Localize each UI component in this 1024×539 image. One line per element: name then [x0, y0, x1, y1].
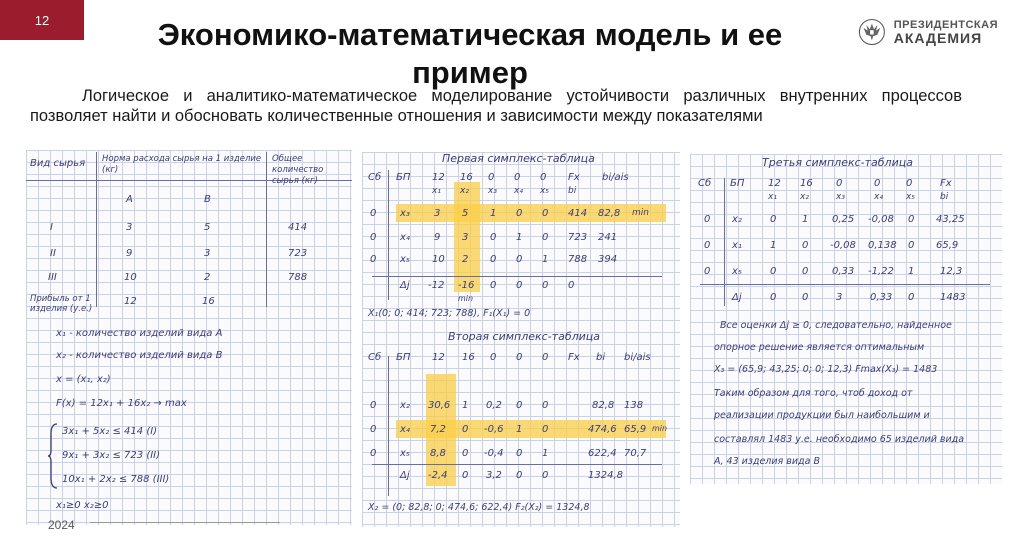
p1-r2-a: 9 — [126, 248, 133, 259]
p2-t2-r1-5: 0 — [516, 400, 523, 411]
p2-t1-r4-2: -12 — [428, 280, 445, 291]
p3-r4-4: 3 — [836, 292, 843, 303]
p1-line-1: x₁ - количество изделий вида А — [56, 328, 223, 339]
p3-text-7: А, 43 изделия вида В — [714, 456, 820, 467]
p3-r4-2: 0 — [770, 292, 777, 303]
p2-t1-r3-7: 788 — [568, 254, 588, 265]
p2-t1-r3-6: 1 — [542, 254, 549, 265]
p3-r1-4: 0,25 — [832, 214, 855, 225]
p2-h2-0: Сб — [368, 352, 382, 363]
p3-r4-6: 0 — [908, 292, 915, 303]
p2-t1-r1-0: 0 — [370, 208, 377, 219]
p3-r2-7: 65,9 — [936, 240, 959, 251]
p2-t1-r2-5: 1 — [516, 232, 523, 243]
p2-t1-r4-7: 0 — [568, 280, 575, 291]
slide-number: 12 — [34, 12, 50, 28]
p2-title2: Вторая симплекс-таблица — [448, 330, 601, 343]
p2-t1-r4-1: Δj — [400, 280, 410, 291]
p2-t2-r3-4: -0,4 — [484, 448, 504, 459]
p1-r2-type: II — [50, 248, 56, 259]
p3-r3-0: 0 — [704, 266, 711, 277]
p2-t2-r2-2: 7,2 — [430, 424, 446, 435]
p1-head-type: Вид сырья — [30, 158, 86, 169]
p3-h-3: 16 — [800, 178, 813, 189]
p3-text-4: Таким образом для того, чтоб доход от — [714, 388, 913, 399]
brace-icon — [48, 422, 58, 490]
p1-r1-b: 5 — [204, 222, 211, 233]
p3-s-4: x₃ — [836, 192, 845, 202]
p2-t1-r1-4: 1 — [490, 208, 497, 219]
p2-t2-r2-0: 0 — [370, 424, 377, 435]
p3-s-6: x₅ — [906, 192, 915, 202]
p2-h1-8: bi/ais — [602, 172, 629, 183]
p3-r1-7: 43,25 — [936, 214, 965, 225]
p1-line-4: F(x) = 12x₁ + 16x₂ → max — [56, 398, 187, 409]
p2-s1-4: x₃ — [488, 186, 497, 196]
p1-r3-a: 10 — [124, 272, 137, 283]
p1-line-8: x₁≥0 x₂≥0 — [56, 500, 109, 511]
p3-r3-7: 12,3 — [940, 266, 963, 277]
p2-t2-r1-8: 138 — [624, 400, 644, 411]
p2-t1-r4-5: 0 — [516, 280, 523, 291]
logo — [858, 10, 998, 54]
p3-text-1: Все оценки Δj ≥ 0, следовательно, найденное — [720, 320, 952, 331]
simplex-tables-1-2 — [362, 152, 680, 527]
p3-h-7: Fx — [940, 178, 952, 189]
p2-t1-r1-9: min — [632, 208, 649, 218]
p2-t1-r1-1: x₃ — [400, 208, 410, 219]
p3-s-7: bi — [940, 192, 949, 202]
p2-t2-r2-1: x₄ — [400, 424, 410, 435]
p3-h-5: 0 — [874, 178, 881, 189]
p2-h1-2: 12 — [432, 172, 445, 183]
p1-col-a: А — [126, 194, 133, 205]
p2-h1-0: Сб — [368, 172, 382, 183]
p2-t2-r1-7: 82,8 — [592, 400, 615, 411]
p2-h2-4: 0 — [490, 352, 497, 363]
p1-profit-b: 16 — [202, 296, 215, 307]
p2-t2-r3-0: 0 — [370, 448, 377, 459]
p1-line-5: 3x₁ + 5x₂ ≤ 414 (I) — [62, 426, 158, 437]
p2-t2-r2-6: 0 — [542, 424, 549, 435]
p2-t2-r4-4: 3,2 — [486, 470, 502, 481]
p3-r1-2: 0 — [770, 214, 777, 225]
p2-s1-5: x₄ — [514, 186, 523, 196]
p3-r2-4: -0,08 — [830, 240, 856, 251]
handwritten-problem-statement — [26, 150, 352, 525]
p2-t1-r1-8: 82,8 — [598, 208, 621, 219]
p1-line-7: 10x₁ + 2x₂ ≤ 788 (III) — [62, 474, 170, 485]
eagle-emblem-icon — [858, 12, 886, 52]
p2-t2-r2-9: min — [652, 424, 668, 433]
p2-h2-8: bi — [596, 352, 606, 363]
p3-r3-6: 1 — [908, 266, 915, 277]
p3-h-0: Сб — [698, 178, 712, 189]
slide-title: Экономико-математическая модель и ее пример — [157, 17, 783, 90]
p2-title1: Первая симплекс-таблица — [442, 152, 595, 165]
p2-t1-r2-7: 723 — [568, 232, 588, 243]
p1-r1-type: I — [50, 222, 53, 233]
p3-h-1: БП — [730, 178, 745, 189]
p2-t2-r1-2: 30,6 — [428, 400, 451, 411]
p3-r1-6: 0 — [908, 214, 915, 225]
p2-t2-r3-3: 0 — [462, 448, 469, 459]
p2-t1-r1-2: 3 — [434, 208, 441, 219]
p3-r2-5: 0,138 — [868, 240, 897, 251]
p2-t1-r2-6: 0 — [542, 232, 549, 243]
p3-s-2: x₁ — [768, 192, 777, 202]
p3-r1-3: 1 — [802, 214, 809, 225]
p2-t2-r4-3: 0 — [462, 470, 469, 481]
p2-s1-7: bi — [568, 186, 577, 196]
p2-t2-r1-1: x₂ — [400, 400, 410, 411]
p3-h-4: 0 — [836, 178, 843, 189]
p3-r3-3: 0 — [802, 266, 809, 277]
p2-t2-r2-4: -0,6 — [484, 424, 504, 435]
p2-t1-r2-0: 0 — [370, 232, 377, 243]
p2-t2-r3-2: 8,8 — [430, 448, 446, 459]
p3-r1-1: x₂ — [732, 214, 742, 225]
p1-head-norm: Норма расхода сырья на 1 изделие (кг) — [102, 154, 262, 175]
p3-s-3: x₂ — [800, 192, 809, 202]
p1-col-b: В — [204, 194, 211, 205]
p2-t2-r1-3: 1 — [462, 400, 469, 411]
p3-h-2: 12 — [768, 178, 781, 189]
p3-r3-5: -1,22 — [868, 266, 894, 277]
p2-h2-9: bi/ais — [624, 352, 651, 363]
p2-h1-6: 0 — [540, 172, 547, 183]
p2-t2-r3-1: x₅ — [400, 448, 410, 459]
p2-t2-r4-6: 0 — [542, 470, 549, 481]
simplex-table-3-conclusion — [690, 154, 1002, 484]
p2-h1-1: БП — [396, 172, 411, 183]
p3-r4-7: 1483 — [940, 292, 966, 303]
p3-r4-5: 0,33 — [870, 292, 893, 303]
p3-r1-0: 0 — [704, 214, 711, 225]
logo-line2: АКАДЕМИЯ — [893, 30, 983, 46]
p2-t1-r3-2: 10 — [432, 254, 445, 265]
p1-r2-b: 3 — [204, 248, 211, 259]
p2-s1-6: x₅ — [540, 186, 549, 196]
p2-t1-r2-1: x₄ — [400, 232, 410, 243]
p2-t1-r3-0: 0 — [370, 254, 377, 265]
p2-t1-r3-8: 394 — [598, 254, 618, 265]
footer-year: 2024 — [48, 518, 75, 532]
p3-r3-4: 0,33 — [832, 266, 855, 277]
p3-title: Третья симплекс-таблица — [762, 156, 913, 169]
p2-t1-r1-5: 0 — [516, 208, 523, 219]
p2-t2-r3-6: 1 — [542, 448, 549, 459]
p2-t1-r4-4: 0 — [490, 280, 497, 291]
p1-r2-total: 723 — [288, 248, 308, 259]
intro-text: Логическое и аналитико-математическое моделирование устойчивости различных внутренних процессов позволяет найти и обосновать количественные отношения и зависимости между показателями — [30, 87, 962, 125]
p2-t2-r2-8: 65,9 — [624, 424, 647, 435]
p1-r3-type: III — [48, 272, 57, 283]
p1-r1-total: 414 — [288, 222, 308, 233]
p2-basis1: X₁(0; 0; 414; 723; 788), F₁(X₁) = 0 — [368, 308, 531, 319]
slide-number-badge — [0, 0, 84, 40]
p3-r3-2: 0 — [770, 266, 777, 277]
p2-t2-r2-5: 1 — [516, 424, 523, 435]
p2-t2-r3-7: 622,4 — [588, 448, 617, 459]
p3-text-3: X₃ = (65,9; 43,25; 0; 0; 12,3) Fmax(X₃) = 1483 — [714, 364, 938, 375]
p1-r3-b: 2 — [204, 272, 211, 283]
p2-t1-r2-2: 9 — [434, 232, 441, 243]
p2-t1-r3-3: 2 — [462, 254, 469, 265]
p2-t2-r1-0: 0 — [370, 400, 377, 411]
p3-r2-6: 0 — [908, 240, 915, 251]
p3-text-5: реализации продукции был наибольшим и — [714, 410, 930, 421]
p3-r4-3: 0 — [802, 292, 809, 303]
p2-t2-r1-6: 0 — [542, 400, 549, 411]
p2-t2-r1-4: 0,2 — [486, 400, 502, 411]
p2-t2-r4-7: 1324,8 — [588, 470, 623, 481]
p2-h1-7: Fx — [568, 172, 580, 183]
p1-profit-label: Прибыль от 1 изделия (у.е.) — [30, 294, 93, 314]
p3-s-5: x₄ — [874, 192, 883, 202]
p2-t1-r1-3: 5 — [462, 208, 469, 219]
p2-t2-r4-5: 0 — [516, 470, 523, 481]
p2-t2-r4-2: -2,4 — [428, 470, 448, 481]
p2-t1-r4-3: -16 — [458, 280, 475, 291]
p1-r1-a: 3 — [126, 222, 133, 233]
p2-t1-r1-7: 414 — [568, 208, 588, 219]
p3-r2-1: x₁ — [732, 240, 742, 251]
p2-h2-6: 0 — [542, 352, 549, 363]
p3-h-6: 0 — [906, 178, 913, 189]
p2-t1-r2-4: 0 — [490, 232, 497, 243]
p1-profit-a: 12 — [124, 296, 137, 307]
p2-t2-r3-5: 0 — [516, 448, 523, 459]
p2-basis2: X₂ = (0; 82,8; 0; 474,6; 622,4) F₂(X₂) = 1324,8 — [368, 502, 590, 513]
p2-h2-2: 12 — [432, 352, 445, 363]
p2-h2-3: 16 — [462, 352, 475, 363]
p2-t2-r2-7: 474,6 — [588, 424, 617, 435]
p2-t1-min: min — [458, 294, 474, 303]
p2-s1-3: x₂ — [460, 186, 469, 196]
p2-t1-r3-5: 0 — [516, 254, 523, 265]
p1-line-2: x₂ - количество изделий вида В — [56, 350, 223, 361]
p2-t1-r2-3: 3 — [462, 232, 469, 243]
footer-divider — [90, 522, 280, 523]
p2-h2-1: БП — [396, 352, 411, 363]
p2-h1-5: 0 — [514, 172, 521, 183]
p1-head-total: Общее количество сырья (кг) — [272, 154, 324, 186]
p2-s1-2: x₁ — [432, 186, 441, 196]
p2-h1-3: 16 — [460, 172, 473, 183]
p3-r2-3: 0 — [802, 240, 809, 251]
p3-r3-1: x₅ — [732, 266, 742, 277]
intro-paragraph — [30, 86, 962, 126]
p2-t1-r1-6: 0 — [542, 208, 549, 219]
p2-t1-r4-6: 0 — [542, 280, 549, 291]
p2-t1-r3-1: x₅ — [400, 254, 410, 265]
p1-r3-total: 788 — [288, 272, 308, 283]
p3-text-2: опорное решение является оптимальным — [714, 342, 925, 353]
p2-t2-r3-8: 70,7 — [624, 448, 647, 459]
p3-r4-1: Δj — [732, 292, 742, 303]
logo-line1: ПРЕЗИДЕНТСКАЯ — [893, 19, 998, 31]
p2-h2-7: Fx — [568, 352, 580, 363]
p3-text-6: составлял 1483 у.е. необходимо 65 изделий вида — [714, 434, 965, 445]
p2-t1-r3-4: 0 — [490, 254, 497, 265]
p3-r2-2: 1 — [770, 240, 777, 251]
p2-h2-5: 0 — [516, 352, 523, 363]
p2-h1-4: 0 — [488, 172, 495, 183]
p2-t1-r2-8: 241 — [598, 232, 618, 243]
p1-line-3: x = (x₁, x₂) — [56, 374, 111, 385]
p2-t2-r2-3: 0 — [462, 424, 469, 435]
p2-t2-r4-1: Δj — [400, 470, 410, 481]
p3-r1-5: -0,08 — [868, 214, 894, 225]
p3-r2-0: 0 — [704, 240, 711, 251]
p1-line-6: 9x₁ + 3x₂ ≤ 723 (II) — [62, 450, 161, 461]
